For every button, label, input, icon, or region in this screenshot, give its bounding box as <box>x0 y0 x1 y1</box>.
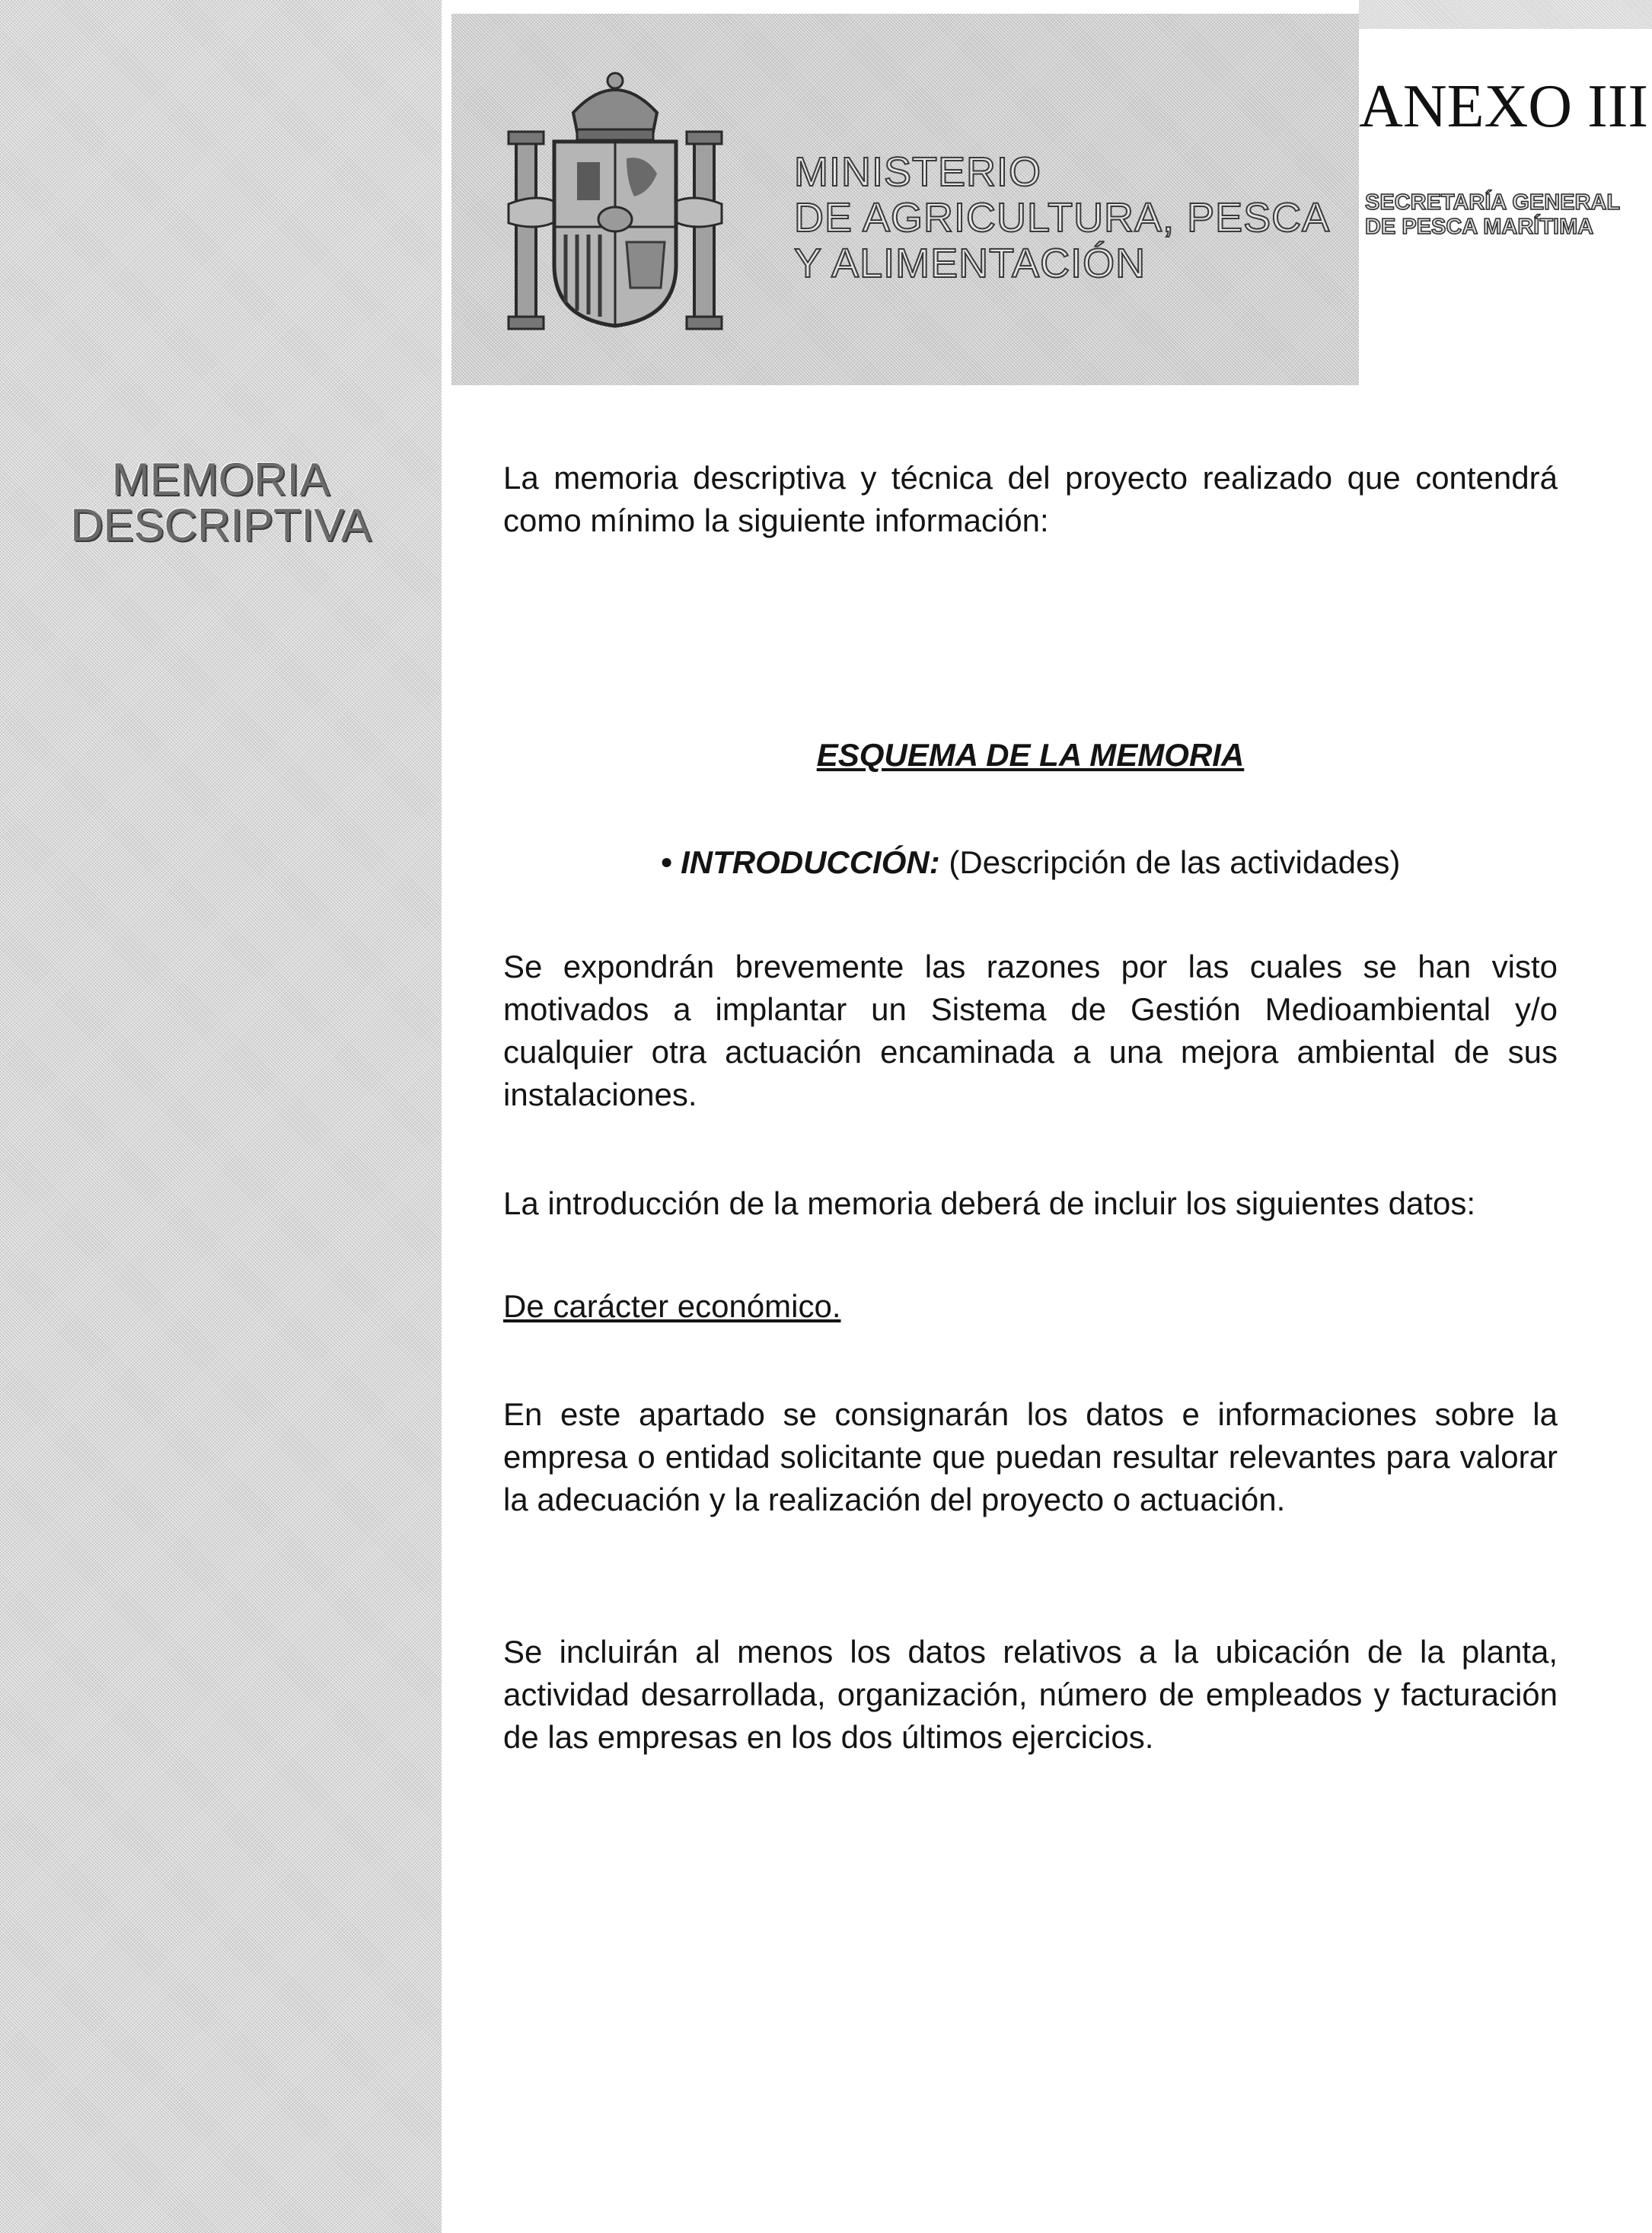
secretariat-line-2: DE PESCA MARÍTIMA <box>1365 215 1594 239</box>
secretariat-name <box>1365 190 1652 239</box>
introduction-heading <box>503 841 1558 884</box>
ministry-name-line-2: DE AGRICULTURA, PESCA <box>794 195 1331 241</box>
sidebar-title <box>15 454 426 550</box>
ministry-name-line-3: Y ALIMENTACIÓN <box>794 241 1147 286</box>
top-right-strip <box>1359 0 1652 29</box>
economic-paragraph: En este apartado se consignarán los datos e informaciones sobre la empresa o entidad solicitante que puedan resultar relevantes para valorar la adecuación y la realización del proyecto o actuación. <box>503 1396 1558 1517</box>
intro-paragraph-block <box>503 457 1558 542</box>
sidebar-title-line-2: DESCRIPTIVA <box>70 499 372 550</box>
introduction-note: (Descripción de las actividades) <box>949 844 1401 880</box>
secretariat-line-1: SECRETARÍA GENERAL <box>1365 190 1621 215</box>
intro-paragraph: La memoria descriptiva y técnica del proyecto realizado que contendrá como mínimo la siguiente información: <box>503 460 1558 538</box>
ministry-name-line-1: MINISTERIO <box>794 149 1042 195</box>
ministry-header-banner <box>451 14 1359 385</box>
minimum-data-paragraph: Se incluirán al menos los datos relativos a la ubicación de la planta, actividad desarrollada, organización, número de empleados y facturación de las empresas en los dos últimos ejercicios. <box>503 1634 1558 1755</box>
introduction-label: INTRODUCCIÓN: <box>681 844 940 880</box>
economic-subheading: De carácter económico. <box>503 1288 841 1324</box>
bullet: • <box>660 844 672 880</box>
ministry-name <box>794 149 1342 286</box>
annex-title: ANEXO III <box>1359 73 1648 140</box>
schema-title: ESQUEMA DE LA MEMORIA <box>816 737 1245 773</box>
data-intro-paragraph: La introducción de la memoria deberá de incluir los siguientes datos: <box>503 1185 1476 1221</box>
spanish-coat-of-arms-icon <box>501 59 729 341</box>
sidebar-title-line-1: MEMORIA <box>111 454 330 505</box>
left-sidebar <box>0 0 442 2233</box>
reasons-paragraph: Se expondrán brevemente las razones por las cuales se han visto motivados a implantar un Sistema de Gestión Medioambiental y/o cualquier otra actuación encaminada a una mejora ambiental de sus instalaciones. <box>503 949 1558 1112</box>
